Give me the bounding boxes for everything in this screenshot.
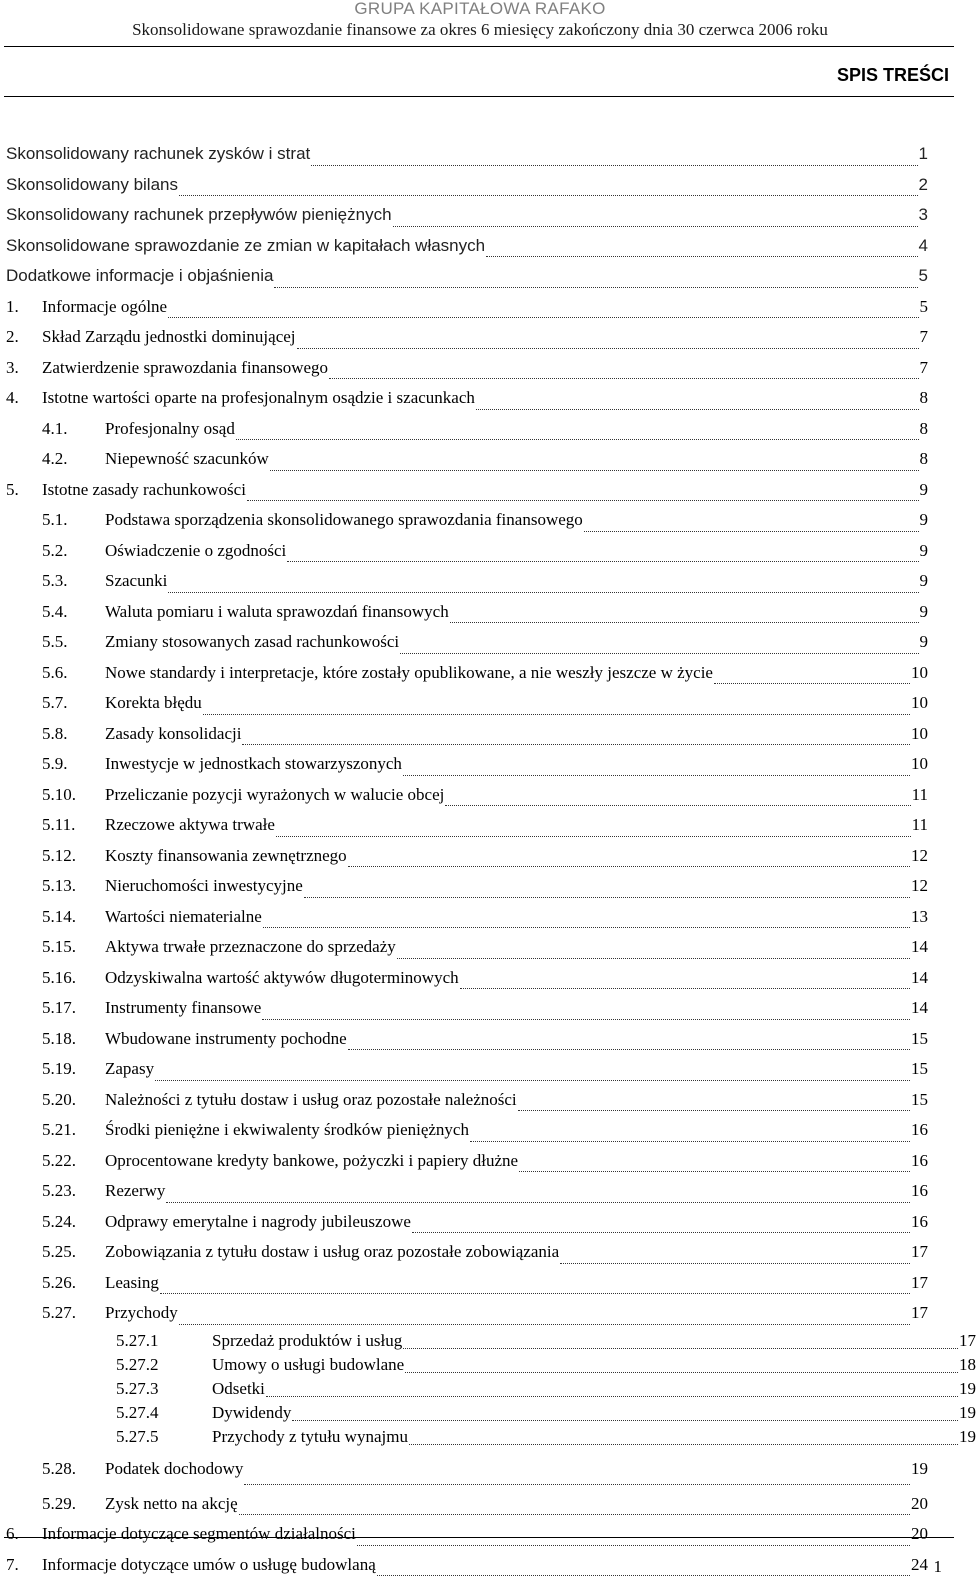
dot-leader <box>476 408 919 410</box>
toc-entry-title: Zmiany stosowanych zasad rachunkowości <box>105 632 400 651</box>
toc-entry-number: 5.27. <box>42 1303 76 1322</box>
toc-entry-page: 17 <box>911 1272 928 1292</box>
toc-entry-title: Informacje dotyczące segmentów działalności <box>42 1524 356 1543</box>
toc-entry[interactable] <box>6 1237 928 1268</box>
toc-entry-title: Skonsolidowany bilans <box>6 174 178 194</box>
dot-leader <box>297 347 919 349</box>
dot-leader <box>168 316 918 318</box>
dot-leader <box>460 987 910 989</box>
toc-entry[interactable] <box>6 688 928 719</box>
toc-entry-page: 11 <box>911 815 928 834</box>
toc-entry[interactable] <box>6 932 928 963</box>
toc-entry[interactable] <box>6 1146 928 1177</box>
toc-entry-page: 4 <box>918 235 928 255</box>
toc-entry-page: 8 <box>919 418 928 438</box>
toc-entry-number: 5.4. <box>42 601 68 621</box>
dot-leader <box>179 1323 910 1325</box>
toc-entry-number: 5.21. <box>42 1120 76 1139</box>
toc-entry[interactable] <box>6 749 928 780</box>
toc-entry-number: 5.10. <box>42 784 76 804</box>
toc-entry-title: Zobowiązania z tytułu dostaw i usług oraz pozostałe zobowiązania <box>105 1242 560 1261</box>
toc-entry-title: Rzeczowe aktywa trwałe <box>105 815 275 834</box>
toc-entry-number: 5.20. <box>42 1089 76 1109</box>
dot-leader <box>287 560 918 562</box>
toc-entry-number: 5.27.3 <box>116 1378 159 1398</box>
toc-entry-title: Wartości niematerialne <box>105 906 262 926</box>
toc-entry[interactable] <box>6 1550 928 1581</box>
toc-entry-title: Skład Zarządu jednostki dominującej <box>42 327 296 346</box>
toc-entry[interactable] <box>6 1085 928 1116</box>
company-name: GRUPA KAPITAŁOWA RAFAKO <box>354 0 606 18</box>
toc-entry-title: Nieruchomości inwestycyjne <box>105 876 303 895</box>
toc-entry[interactable] <box>6 383 928 414</box>
dot-leader <box>276 835 911 837</box>
toc-entry[interactable] <box>6 658 928 689</box>
toc-entry-title: Waluta pomiaru i waluta sprawozdań finansowych <box>105 601 449 621</box>
toc-entry-title: Odsetki <box>212 1378 265 1398</box>
toc-entry-number: 5.27.5 <box>116 1426 159 1446</box>
dot-leader <box>155 1079 910 1081</box>
toc-entry-number: 5.19. <box>42 1059 76 1078</box>
toc-entry[interactable] <box>6 353 928 384</box>
toc-entry-number: 5.5. <box>42 632 68 651</box>
toc-entry-page: 14 <box>911 937 928 956</box>
toc-entry-title: Rezerwy <box>105 1181 166 1200</box>
dot-leader <box>348 1048 910 1050</box>
toc-entry-page: 1 <box>918 144 928 163</box>
toc-entry-title: Dodatkowe informacje i objaśnienia <box>6 266 274 285</box>
toc-entry-page: 10 <box>911 693 928 712</box>
toc-entry-number: 2. <box>6 327 19 346</box>
toc-entry[interactable] <box>6 200 928 231</box>
toc-entry-title: Zapasy <box>105 1059 155 1078</box>
dot-leader <box>311 164 917 166</box>
toc-entry[interactable] <box>6 1489 928 1520</box>
toc-entry[interactable] <box>6 1115 928 1146</box>
toc-entry[interactable] <box>6 1353 976 1377</box>
toc-entry-page: 20 <box>911 1493 928 1513</box>
toc-entry[interactable] <box>6 505 928 536</box>
toc-entry-title: Oświadczenie o zgodności <box>105 540 287 560</box>
toc-entry-page: 10 <box>911 723 928 743</box>
toc-entry-title: Profesjonalny osąd <box>105 418 235 438</box>
toc-entry-page: 12 <box>911 845 928 865</box>
toc-entry-number: 7. <box>6 1554 19 1574</box>
toc-entry-page: 17 <box>911 1242 928 1261</box>
toc-entry[interactable] <box>6 1377 976 1401</box>
toc-entry[interactable] <box>6 1207 928 1238</box>
toc-entry-title: Odprawy emerytalne i nagrody jubileuszowe <box>105 1211 411 1231</box>
toc-entry-page: 9 <box>919 601 928 621</box>
toc-entry[interactable] <box>6 1425 976 1449</box>
dot-leader <box>357 1544 910 1546</box>
toc-entry-page: 16 <box>911 1211 928 1231</box>
toc-entry-title: Instrumenty finansowe <box>105 998 262 1017</box>
toc-entry-page: 17 <box>959 1330 976 1350</box>
toc-entry-page: 13 <box>911 906 928 926</box>
toc-entry-page: 19 <box>959 1378 976 1398</box>
toc-entry-title: Sprzedaż produktów i usług <box>212 1330 403 1350</box>
toc-entry-title: Szacunki <box>105 571 168 590</box>
toc-entry-number: 5.16. <box>42 967 76 987</box>
dot-leader <box>239 1513 910 1515</box>
toc-entry[interactable] <box>6 231 928 262</box>
dot-leader <box>292 1419 958 1421</box>
toc-entry-title: Skonsolidowany rachunek zysków i strat <box>6 144 311 163</box>
toc-entry-title: Umowy o usługi budowlane <box>212 1354 405 1374</box>
toc-entry-number: 4.1. <box>42 418 68 438</box>
toc-entry[interactable] <box>6 1329 976 1353</box>
toc-entry-title: Zatwierdzenie sprawozdania finansowego <box>42 357 329 377</box>
toc-entry-title: Inwestycje w jednostkach stowarzyszonych <box>105 754 402 773</box>
toc-entry-number: 5.12. <box>42 845 76 865</box>
dot-leader <box>266 1395 958 1397</box>
toc-entry[interactable] <box>6 322 928 353</box>
toc-entry-title: Informacje ogólne <box>42 296 168 316</box>
toc-entry-page: 9 <box>919 632 928 651</box>
dot-leader <box>519 1170 910 1172</box>
toc-entry[interactable] <box>6 1176 928 1207</box>
toc-entry[interactable] <box>6 841 928 872</box>
dot-leader <box>560 1262 910 1264</box>
document-header <box>0 0 960 42</box>
toc-entry[interactable] <box>6 597 928 628</box>
toc-entry-title: Wbudowane instrumenty pochodne <box>105 1028 347 1048</box>
toc-entry-title: Dywidendy <box>212 1402 292 1422</box>
toc-entry[interactable] <box>6 475 928 506</box>
dot-leader <box>450 621 919 623</box>
toc-entry-number: 4.2. <box>42 449 68 468</box>
toc-entry[interactable] <box>6 1519 928 1550</box>
toc-entry-number: 5.25. <box>42 1242 76 1261</box>
dot-leader <box>445 804 910 806</box>
toc-entry[interactable] <box>6 261 928 292</box>
toc-entry[interactable] <box>6 1449 928 1489</box>
toc-entry[interactable] <box>6 810 928 841</box>
toc-entry-page: 14 <box>911 967 928 987</box>
dot-leader <box>409 1443 958 1445</box>
toc-entry[interactable] <box>6 444 928 475</box>
toc-entry-page: 9 <box>919 571 928 590</box>
toc-entry[interactable] <box>6 1024 928 1055</box>
toc-entry-page: 9 <box>919 510 928 529</box>
toc-entry[interactable] <box>6 963 928 994</box>
toc-entry-title: Istotne zasady rachunkowości <box>42 479 246 499</box>
toc-entry-page: 10 <box>911 754 928 773</box>
dot-leader <box>377 1574 910 1576</box>
toc-entry-title: Należności z tytułu dostaw i usług oraz pozostałe należności <box>105 1089 517 1109</box>
toc-entry-number: 5.28. <box>42 1458 76 1478</box>
toc-entry-title: Przychody z tytułu wynajmu <box>212 1426 408 1446</box>
toc-entry-number: 5.13. <box>42 876 76 895</box>
dot-leader <box>329 377 918 379</box>
toc-entry-title: Odzyskiwalna wartość aktywów długoterminowych <box>105 967 459 987</box>
dot-leader <box>168 591 918 593</box>
toc-entry-page: 15 <box>911 1028 928 1048</box>
dot-leader <box>714 682 910 684</box>
toc-entry-title: Skonsolidowany rachunek przepływów pieniężnych <box>6 205 392 224</box>
title-rule <box>4 96 954 97</box>
toc-entry-title: Zysk netto na akcję <box>105 1493 238 1513</box>
dot-leader <box>400 652 918 654</box>
toc-entry-number: 5.9. <box>42 754 68 773</box>
toc-entry-title: Aktywa trwałe przeznaczone do sprzedaży <box>105 937 396 956</box>
header-rule <box>4 46 954 47</box>
toc-entry-page: 7 <box>919 327 928 346</box>
report-subtitle: Skonsolidowane sprawozdanie finansowe za okres 6 miesięcy zakończony dnia 30 czerwca 2006 roku <box>132 20 828 39</box>
toc-entry-page: 7 <box>919 357 928 377</box>
dot-leader <box>242 743 910 745</box>
toc-entry-number: 5.24. <box>42 1211 76 1231</box>
dot-leader <box>403 1347 958 1349</box>
toc-entry-page: 15 <box>911 1059 928 1078</box>
toc-entry[interactable] <box>6 1054 928 1085</box>
dot-leader <box>393 225 918 227</box>
dot-leader <box>244 1483 910 1485</box>
toc-entry-number: 5.27.4 <box>116 1402 159 1422</box>
toc-entry-number: 5.11. <box>42 815 76 834</box>
toc-entry[interactable] <box>6 170 928 201</box>
dot-leader <box>584 530 919 532</box>
toc-entry-page: 9 <box>919 479 928 499</box>
toc-entry-title: Korekta błędu <box>105 693 202 712</box>
toc-entry-number: 6. <box>6 1524 19 1543</box>
toc-entry-number: 5.27.1 <box>116 1330 159 1350</box>
toc-entry-title: Skonsolidowane sprawozdanie ze zmian w kapitałach własnych <box>6 235 486 255</box>
dot-leader <box>160 1292 910 1294</box>
toc-entry[interactable] <box>6 1401 976 1425</box>
toc-entry[interactable] <box>6 1268 928 1299</box>
dot-leader <box>263 926 910 928</box>
toc-entry-page: 5 <box>919 296 928 316</box>
toc-entry-title: Przeliczanie pozycji wyrażonych w walucie obcej <box>105 784 445 804</box>
toc-entry-number: 5.22. <box>42 1150 76 1170</box>
dot-leader <box>403 774 910 776</box>
toc-entry-title: Istotne wartości oparte na profesjonalnym osądzie i szacunkach <box>42 388 475 407</box>
toc-entry[interactable] <box>6 719 928 750</box>
toc-entry-number: 5.23. <box>42 1181 76 1200</box>
toc-entry-page: 16 <box>911 1120 928 1139</box>
toc-entry-page: 17 <box>911 1303 928 1322</box>
toc-entry-title: Oprocentowane kredyty bankowe, pożyczki i papiery dłużne <box>105 1150 519 1170</box>
toc-entry-page: 14 <box>911 998 928 1017</box>
dot-leader <box>236 438 919 440</box>
dot-leader <box>397 957 910 959</box>
dot-leader <box>179 194 918 196</box>
toc-entry-number: 5.3. <box>42 571 68 590</box>
toc-entry-number: 5.18. <box>42 1028 76 1048</box>
toc-entry-page: 19 <box>911 1458 928 1478</box>
toc-entry-page: 24 <box>911 1554 928 1574</box>
toc-entry-number: 3. <box>6 357 19 377</box>
toc-entry-page: 2 <box>918 174 928 194</box>
dot-leader <box>348 865 910 867</box>
toc-entry[interactable] <box>6 627 928 658</box>
dot-leader <box>262 1018 910 1020</box>
dot-leader <box>518 1109 910 1111</box>
toc-entry-number: 5.8. <box>42 723 68 743</box>
toc-entry-number: 5.15. <box>42 937 76 956</box>
toc-entry-page: 5 <box>918 266 928 285</box>
toc-entry[interactable] <box>6 902 928 933</box>
toc-entry-page: 3 <box>918 205 928 224</box>
dot-leader <box>412 1231 910 1233</box>
toc-entry-number: 5.7. <box>42 693 68 712</box>
toc-entry-title: Zasady konsolidacji <box>105 723 242 743</box>
toc-entry[interactable] <box>6 871 928 902</box>
dot-leader <box>166 1201 910 1203</box>
toc-entry-number: 5.6. <box>42 662 68 682</box>
toc-entry[interactable] <box>6 414 928 445</box>
toc-entry-title: Informacje dotyczące umów o usługę budowlaną <box>42 1554 376 1574</box>
toc-entry[interactable] <box>6 1298 928 1329</box>
toc-entry[interactable] <box>6 139 928 170</box>
toc-entry-title: Nowe standardy i interpretacje, które zostały opublikowane, a nie weszły jeszcze w życie <box>105 662 713 682</box>
toc-entry-number: 5.1. <box>42 510 68 529</box>
toc-entry-number: 5.29. <box>42 1493 76 1513</box>
dot-leader <box>470 1140 910 1142</box>
toc-entry-title: Leasing <box>105 1272 159 1292</box>
toc-entry-page: 10 <box>911 662 928 682</box>
toc-entry-number: 5.14. <box>42 906 76 926</box>
toc-entry-page: 16 <box>911 1150 928 1170</box>
toc-entry[interactable] <box>6 993 928 1024</box>
toc-entry-number: 5.17. <box>42 998 76 1017</box>
toc-entry[interactable] <box>6 536 928 567</box>
toc-title: SPIS TREŚCI <box>836 65 949 85</box>
table-of-contents <box>6 139 976 1580</box>
toc-entry-title: Niepewność szacunków <box>105 449 269 468</box>
toc-entry-page: 11 <box>911 784 928 804</box>
dot-leader <box>304 896 910 898</box>
dot-leader <box>203 713 910 715</box>
toc-entry[interactable] <box>6 292 928 323</box>
toc-entry-title: Podstawa sporządzenia skonsolidowanego sprawozdania finansowego <box>105 510 583 529</box>
toc-entry-page: 9 <box>919 540 928 560</box>
toc-entry-title: Koszty finansowania zewnętrznego <box>105 845 347 865</box>
toc-entry-number: 5.27.2 <box>116 1354 159 1374</box>
toc-entry-page: 19 <box>959 1402 976 1422</box>
dot-leader <box>486 255 917 257</box>
toc-entry-number: 4. <box>6 388 19 407</box>
toc-entry-number: 5.2. <box>42 540 68 560</box>
toc-entry-title: Przychody <box>105 1303 178 1322</box>
dot-leader <box>405 1371 958 1373</box>
dot-leader <box>270 469 919 471</box>
dot-leader <box>274 286 917 288</box>
toc-entry-page: 8 <box>919 449 928 468</box>
toc-entry[interactable] <box>6 780 928 811</box>
toc-entry-page: 15 <box>911 1089 928 1109</box>
toc-entry-number: 5. <box>6 479 19 499</box>
toc-entry-title: Środki pieniężne i ekwiwalenty środków pieniężnych <box>105 1120 469 1139</box>
toc-entry-page: 8 <box>919 388 928 407</box>
toc-entry-page: 18 <box>959 1354 976 1374</box>
toc-entry-title: Podatek dochodowy <box>105 1458 244 1478</box>
footer-rule <box>4 1537 954 1538</box>
toc-entry-number: 1. <box>6 296 19 316</box>
toc-entry-page: 20 <box>911 1524 928 1543</box>
toc-entry-page: 19 <box>959 1426 976 1446</box>
toc-entry-page: 12 <box>911 876 928 895</box>
toc-entry[interactable] <box>6 566 928 597</box>
page-number: 1 <box>933 1557 942 1576</box>
toc-entry-page: 16 <box>911 1181 928 1200</box>
dot-leader <box>247 499 919 501</box>
toc-entry-number: 5.26. <box>42 1272 76 1292</box>
